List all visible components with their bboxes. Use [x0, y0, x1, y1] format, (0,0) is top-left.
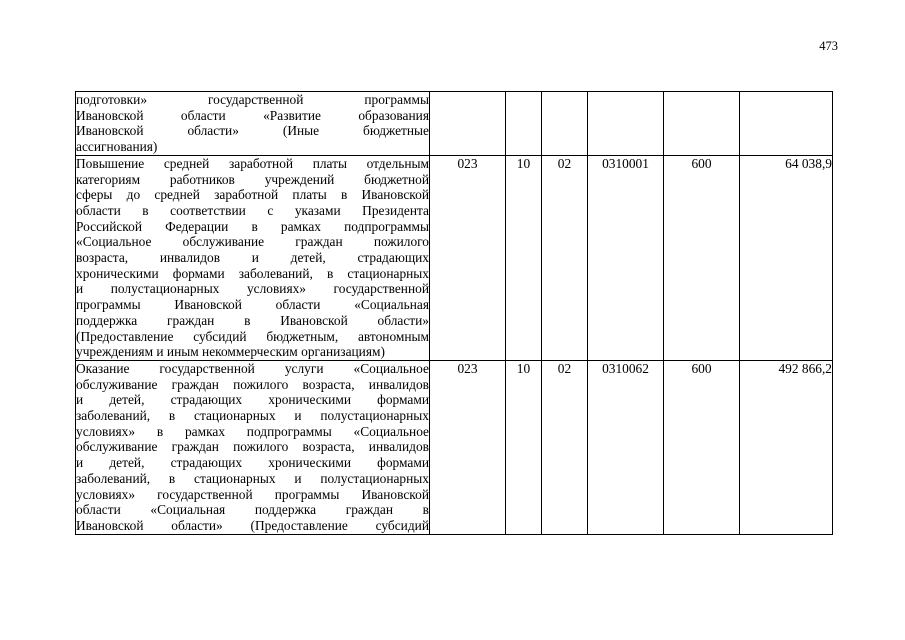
- description-line: возраста, инвалидов и детей, страдающих: [76, 250, 429, 266]
- description-line: подготовки» государственной программы: [76, 92, 429, 107]
- description-line: и детей, страдающих хроническими формами: [76, 455, 429, 471]
- row-description: [76, 92, 430, 156]
- description-line: программы Ивановской области «Социальная: [76, 297, 429, 313]
- row-description: [76, 360, 430, 534]
- description-line: условиях» государственной программы Ивановской: [76, 486, 429, 502]
- budget-table: [75, 91, 833, 535]
- ved-cell: 023: [430, 155, 506, 360]
- pr-cell: 02: [542, 155, 588, 360]
- description-line: поддержка граждан в Ивановской области»: [76, 312, 429, 328]
- table-row: [76, 360, 833, 534]
- description-line: сферы до средней заработной платы в Ивановской: [76, 187, 429, 203]
- csr-cell: 0310062: [588, 360, 664, 534]
- description-line: Оказание государственной услуги «Социальное: [76, 360, 429, 376]
- description-line: обслуживание граждан пожилого возраста, инвалидов: [76, 439, 429, 455]
- ved-cell: [430, 92, 506, 156]
- description-line: и полустационарных условиях» государственной: [76, 281, 429, 297]
- rz-cell: [506, 92, 542, 156]
- description-line: Повышение средней заработной платы отдельным: [76, 155, 429, 171]
- description-line: категориям работников учреждений бюджетной: [76, 171, 429, 187]
- description-line: Российской Федерации в рамках подпрограммы: [76, 218, 429, 234]
- description-line: Ивановской области «Развитие образования: [76, 107, 429, 123]
- description-line: области в соответствии с указами Президента: [76, 202, 429, 218]
- csr-cell: 0310001: [588, 155, 664, 360]
- table-body: [76, 92, 833, 535]
- amount-cell: [740, 92, 833, 156]
- rz-cell: 10: [506, 360, 542, 534]
- description-line: ассигнования): [76, 139, 158, 155]
- description-line: (Предоставление субсидий бюджетным, автономным: [76, 328, 429, 344]
- page-number: 473: [819, 39, 838, 53]
- amount-cell: 492 866,2: [740, 360, 833, 534]
- rz-cell: 10: [506, 155, 542, 360]
- vr-cell: [664, 92, 740, 156]
- pr-cell: [542, 92, 588, 156]
- description-line: учреждениям и иным некоммерческим организациям): [76, 344, 385, 360]
- description-line: заболеваний, в стационарных и полустационарных: [76, 408, 429, 424]
- vr-cell: 600: [664, 360, 740, 534]
- table-row: [76, 155, 833, 360]
- ved-cell: 023: [430, 360, 506, 534]
- description-line: и детей, страдающих хроническими формами: [76, 392, 429, 408]
- vr-cell: 600: [664, 155, 740, 360]
- csr-cell: [588, 92, 664, 156]
- table-row: [76, 92, 833, 156]
- amount-cell: 64 038,9: [740, 155, 833, 360]
- description-line: условиях» в рамках подпрограммы «Социальное: [76, 423, 429, 439]
- description-line: хроническими формами заболеваний, в стационарных: [76, 265, 429, 281]
- description-line: «Социальное обслуживание граждан пожилого: [76, 234, 429, 250]
- description-line: области «Социальная поддержка граждан в: [76, 502, 429, 518]
- pr-cell: 02: [542, 360, 588, 534]
- row-description: [76, 155, 430, 360]
- description-line: Ивановской области» (Иные бюджетные: [76, 123, 429, 139]
- description-line: заболеваний, в стационарных и полустационарных: [76, 470, 429, 486]
- description-line: Ивановской области» (Предоставление субсидий: [76, 517, 429, 533]
- description-line: обслуживание граждан пожилого возраста, инвалидов: [76, 376, 429, 392]
